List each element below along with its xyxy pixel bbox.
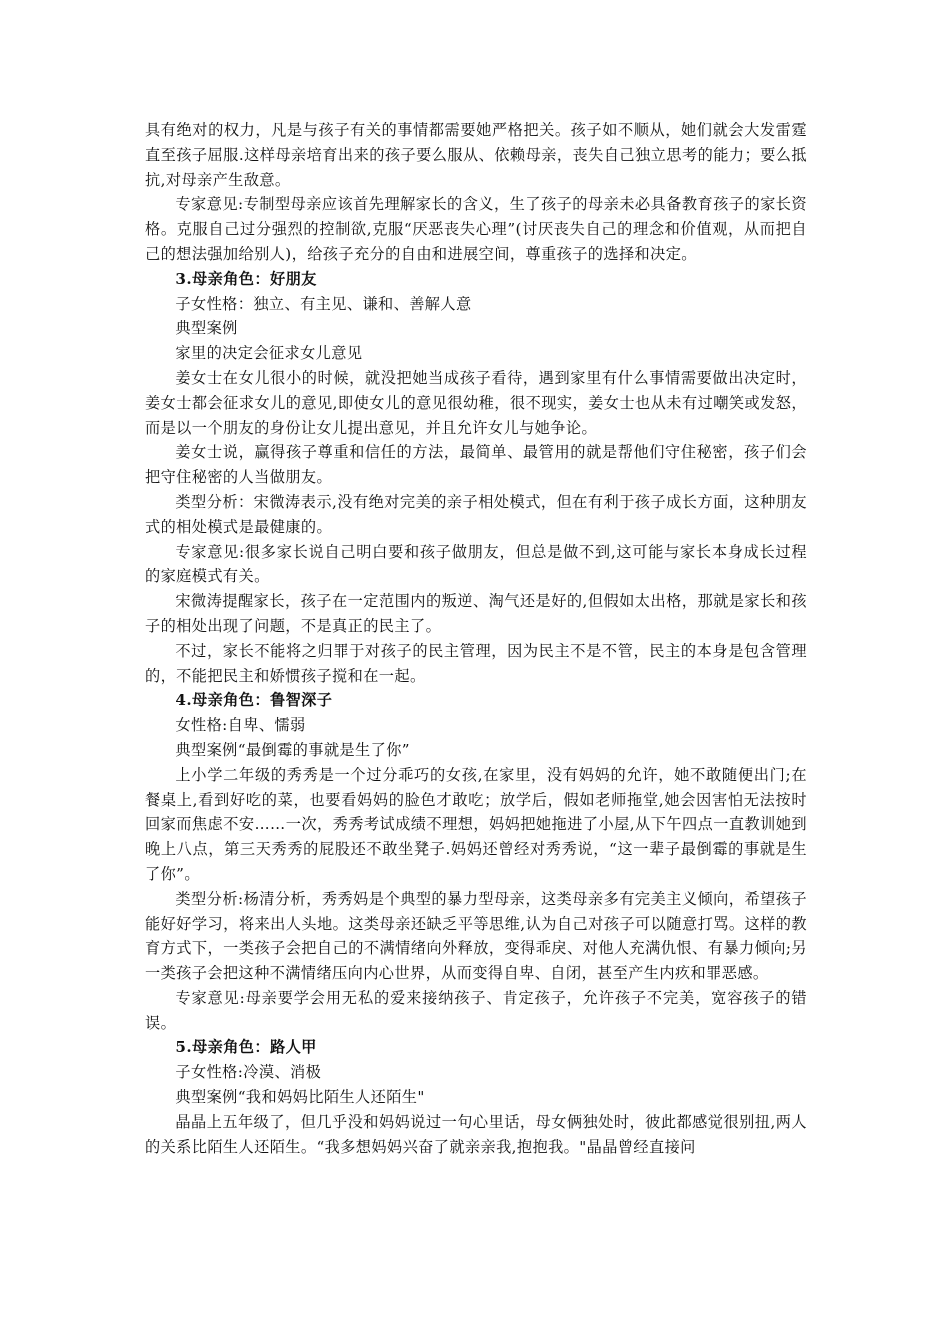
paragraph-14: 女性格:自卑、懦弱 [175,716,306,735]
paragraph-12: 不过，家长不能将之归罪于对孩子的民主管理，因为民主不是不管，民主的本身是包含管理的，不能把民主和娇惯孩子搅和在一起。 [145,641,807,685]
paragraph-1: 具有绝对的权力，凡是与孩子有关的事情都需要她严格把关。孩子如不顺从，她们就会大发雷霆直至孩子屈服.这样母亲培育出来的孩子要么服从、依赖母亲，丧失自己独立思考的能力；要么抵抗,对母亲产生敌意。 [145,121,807,189]
paragraph-4: 子女性格：独立、有主见、谦和、善解人意 [175,294,472,313]
paragraph-18: 专家意见:母亲要学会用无私的爱来接纳孩子、肯定孩子，允许孩子不完美，宽容孩子的错误。 [145,988,807,1032]
section-heading-3: 3.母亲角色：好朋友 [175,269,317,288]
paragraph-16: 上小学二年级的秀秀是一个过分乖巧的女孩,在家里，没有妈妈的允许，她不敢随便出门;在餐桌上,看到好吃的菜，也要看妈妈的脸色才敢吃；放学后，假如老师拖堂,她会因害怕无法按时回家而焦虑不安……一次，秀秀考试成绩不理想，妈妈把她拖进了小屋,从下午四点一直教训她到晚上八点，第三天秀秀的屁股还不敢坐凳子.妈妈还曾经对秀秀说，“这一辈子最倒霉的事就是生了你”。 [145,765,807,883]
section-heading-5: 5.母亲角色：路人甲 [175,1038,317,1057]
paragraph-22: 晶晶上五年级了，但几乎没和妈妈说过一句心里话，母女俩独处时，彼此都感觉很别扭,两人的关系比陌生人还陌生。“我多想妈妈兴奋了就亲亲我,抱抱我。"晶晶曾经直接问 [145,1112,807,1156]
paragraph-10: 专家意见:很多家长说自己明白要和孩子做朋友，但总是做不到,这可能与家长本身成长过程的家庭模式有关。 [145,542,807,586]
paragraph-2: 专家意见:专制型母亲应该首先理解家长的含义，生了孩子的母亲未必具备教育孩子的家长资格。克服自己过分强烈的控制欲,克服“厌恶丧失心理”(讨厌丧失自己的理念和价值观，从而把自己的想法强加给别人)，给孩子充分的自由和进展空间，尊重孩子的选择和决定。 [145,195,807,263]
paragraph-15: 典型案例“最倒霉的事就是生了你” [175,740,410,759]
paragraph-9: 类型分析：宋微涛表示,没有绝对完美的亲子相处模式，但在有利于孩子成长方面，这种朋友式的相处模式是最健康的。 [145,492,807,536]
document-page [145,118,807,1159]
paragraph-8: 姜女士说，赢得孩子尊重和信任的方法，最简单、最管用的就是帮他们守住秘密，孩子们会把守住秘密的人当做朋友。 [145,443,807,487]
paragraph-11: 宋微涛提醒家长，孩子在一定范围内的叛逆、淘气还是好的,但假如太出格，那就是家长和孩子的相处出现了问题，不是真正的民主了。 [145,592,807,635]
section-heading-4: 4.母亲角色：鲁智深子 [175,691,333,710]
paragraph-5: 典型案例 [175,319,238,338]
paragraph-21: 典型案例“我和妈妈比陌生人还陌生" [175,1088,425,1107]
paragraph-7: 姜女士在女儿很小的时候，就没把她当成孩子看待，遇到家里有什么事情需要做出决定时，姜女士都会征求女儿的意见,即使女儿的意见很幼稚，很不现实，姜女士也从未有过嘲笑或发怒，而是以一个朋友的身份让女儿提出意见，并且允许女儿与她争论。 [145,368,807,437]
paragraph-17: 类型分析:杨清分析，秀秀妈是个典型的暴力型母亲，这类母亲多有完美主义倾向，希望孩子能好好学习，将来出人头地。这类母亲还缺乏平等思维,认为自己对孩子可以随意打骂。这样的教育方式下，一类孩子会把自己的不满情绪向外释放，变得乖戾、对他人充满仇恨、有暴力倾向;另一类孩子会把这种不满情绪压向内心世界，从而变得自卑、自闭，甚至产生内疚和罪恶感。 [145,889,807,983]
paragraph-20: 子女性格:冷漠、消极 [175,1063,322,1082]
paragraph-6: 家里的决定会征求女儿意见 [175,344,363,363]
